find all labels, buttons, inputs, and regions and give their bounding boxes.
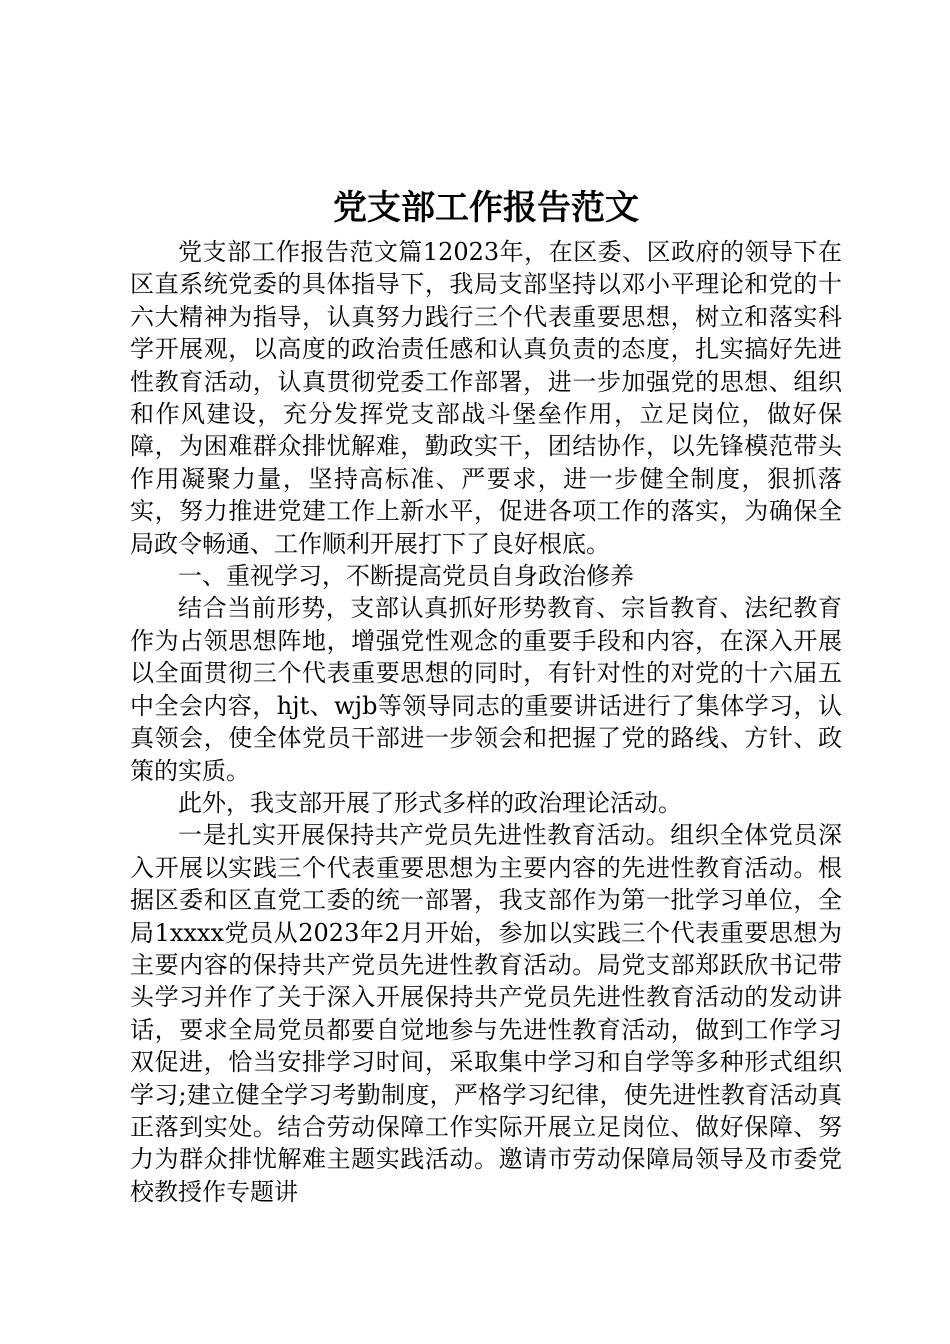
paragraph-activities: 此外，我支部开展了形式多样的政治理论活动。 [178,788,682,817]
paragraph-intro: 党支部工作报告范文篇12023年，在区委、区政府的领导下在区直系统党委的具体指导下，我局支部坚持以邓小平理论和党的十六大精神为指导，认真努力践行三个代表重要思想，树立和落实科学开展观，以高度的政治责任感和认真负责的态度，扎实搞好先进性教育活动，认真贯彻党委工作部署，进一步加强党的思想、组织和作风建设，充分发挥党支部战斗堡垒作用，立足岗位，做好保障，为困难群众排忧解难，勤政实干，团结协作，以先锋模范带头作用凝聚力量，坚持高标准、严要求，进一步健全制度，狠抓落实，努力推进党建工作上新水平，促进各项工作的落实，为确保全局政令畅通、工作顺利开展打下了良好根底。 [130,238,842,558]
paragraph-study: 结合当前形势，支部认真抓好形势教育、宗旨教育、法纪教育作为占领思想阵地，增强党性观念的重要手段和内容，在深入开展以全面贯彻三个代表重要思想的同时，有针对性的对党的十六届五中全会内容，hjt、wjb等领导同志的重要讲话进行了集体学习，认真领会，使全体党员干部进一步领会和把握了党的路线、方针、政策的实质。 [130,594,842,785]
document-page [130,186,842,1208]
section-heading-1: 一、重视学习，不断提高党员自身政治修养 [178,562,634,591]
paragraph-education-campaign: 一是扎实开展保持共产党员先进性教育活动。组织全体党员深入开展以实践三个代表重要思想为主要内容的先进性教育活动。根据区委和区直党工委的统一部署，我支部作为第一批学习单位，全局1xxxx党员从2023年2月开始，参加以实践三个代表重要思想为主要内容的保持共产党员先进性教育活动。局党支部郑跃欣书记带头学习并作了关于深入开展保持共产党员先进性教育活动的发动讲话，要求全局党员都要自觉地参与先进性教育活动，做到工作学习双促进，恰当安排学习时间，采取集中学习和自学等多种形式组织学习;建立健全学习考勤制度，严格学习纪律，使先进性教育活动真正落到实处。结合劳动保障工作实际开展立足岗位、做好保障、努力为群众排忧解难主题实践活动。邀请市劳动保障局领导及市委党校教授作专题讲 [130,821,842,1206]
document-title: 党支部工作报告范文 [333,188,639,228]
